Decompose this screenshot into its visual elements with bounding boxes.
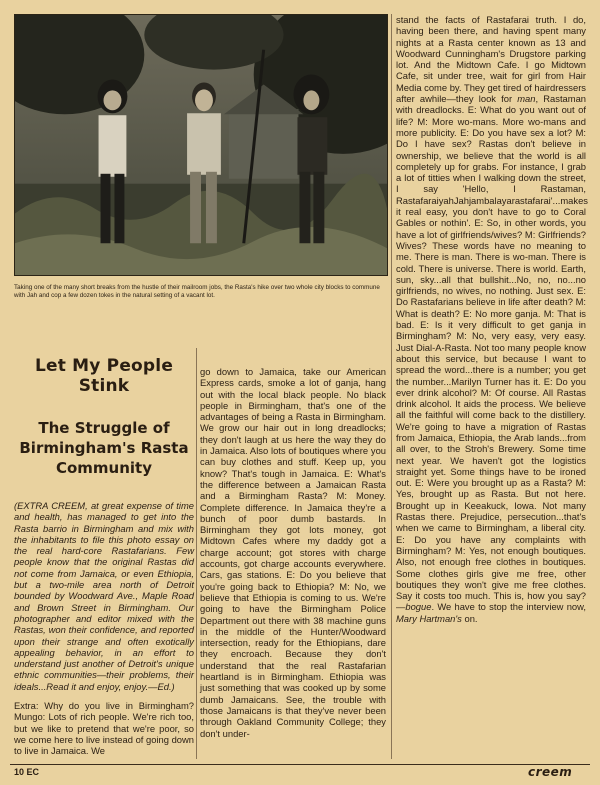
emphasis-text: Mary Hartman's (396, 612, 462, 624)
editor-intro: (EXTRA CREEM, at great expense of time and health, has managed to get into the Rasta barrio in Birmingham and mix with the inhabitants to file this photo essay on the real hard-core Rastafarians. Few people know that the original Rastas did not come from Jamaica, or even Ethiopia, but a two-mile area north of Detroit bounded by Woodward Ave., Maple Road and Brown Street in Birmingham. Our photographer and editor mixed with the Rastas, won their confidence, and reported upon their strange and often exotically appealing behavior, in an effort to understand just another of Detroit's unique ethnic communities—their problems, their ideals...Read it and enjoy, enjoy.—Ed.) (14, 500, 194, 692)
column-divider (196, 348, 197, 759)
article-column-1 (14, 500, 194, 757)
text-segment: stand the facts of Rastafarai truth. I do, having been there, and having spent many nights at a Rasta center known as 13 and Woodward Cunningham's Drugstore parking lot. And the Midtown Cafe. I go Midtown Cafe, sit under tree, wait for girl from Hair Media come by. They get tired of hairdressers after awhile—they look for (396, 14, 586, 105)
interview-text-start: Extra: Why do you live in Birmingham? Mungo: Lots of rich people. We're rich too, but we like to pretend that we're poor, so we come here to live instead of going down to live in Jamaica. We (14, 700, 194, 757)
creem-logo: creem (528, 765, 573, 779)
page-number: 10 EC (14, 767, 40, 777)
interview-text: go down to Jamaica, take our American Express cards, smoke a lot of ganja, hang out with the local black people. No black people in Birmingham, that's one of the advantages of being a Rasta in Birmingham. We grow our hair out in long dreadlocks; they don't laugh at us here the way they do in Jamaica. Also lots of boutiques where you can buy clothes and stuff. Keep up, you know? That's tough in Jamaica. E: What's the difference between a Jamaican Rasta and a Birmingham Rasta? M: Money. Complete difference. In Jamaica they're a bunch of poor dumb bastards. In Birmingham they got lots money, got Midtown Cafes where my daddy got a charge account; got stores with charge accounts, got charge accounts everywhere. Cars, gas stations. E: Do you believe that you're going back to Ethiopia? M: No, we believe that Ethiopia is coming to us. We're going to have the Birmingham Police Department out there with 38 machine guns in the middle of the Hunter/Woodward intersection, ready for the Ethiopians, dare they encroach. Because they don't understand that the real Rastafarian heartland is in Birmingham. Ethiopia was just something that was cooked up by some dumb Jamaicans. See, the trouble with those Jamaicans is that they've never been through Oakland Community College; they don't under- (200, 366, 386, 739)
text-segment: . We have to stop the interview now, (431, 601, 586, 613)
article-column-3 (396, 14, 586, 624)
interview-text-end (396, 14, 586, 624)
text-segment: , Rastaman with dreadlocks. E: What do you want out of life? M: More wo-mans. More wo-mans and more publicity. E: Do you have sex a lot? M: Do I have sex? Rastas don't believe in ownership, we believe that the world is all completely up for grabs. For instance, I grab a lot of titties when I walking down the street, I say 'Hello, I Rastaman, RastafaraiyahJahjambalayarastafarai'...makes it real easy, you don't have to go to Coral Gables or nothin'. E: So, in other words, you have a lot of girlfriends/wives? M: Girlfriends? Wives? These words have no meaning to me. There is man. There is wo-man. There is cold. There is universe. There is world. Earth, sun, sky...all that bullshit...No, no, no...no girlfriends, no wives, no nothing. Just sex. E: Do Rastafarians believe in life after death? M: What is death? E: No more ganja. M: That is bad. E: Is it very difficult to get ganja in Birmingham? M: No, very easy, very easy. Just Dial-A-Rasta. Not too many people know about this service, but because I want to spread the word...there is a number; you get the number...Marilyn Turner has it. E: Do you ever drink alcohol? M: Of course. All Rastas drink alcohol. It aids the process. We believe all the faithful will come back to the distillery. We're going to have a migration of Rastas from Jamaica, Ethiopia, the Arab lands...from all over, to the Stroh's Brewery. Some time next year. We haven't got the logistics straight yet. Some things have to be ironed out. E: Were you brought up as a Rasta? M: Yes, brought up as Rasta. But not here. Brought up in Keeakuck, Iowa. Not many Rastas there. Prejudice, persecution...that's when we came to Birmingham, a liberal city. E: Do you have any complaints with Birmingham? M: Yes, not enough boutiques. Also, not enough free clothes in boutiques. Some clothes girls give me free, other boutiques they won't give me free clothes. Say it costs too much. This is, how you say?— (396, 93, 588, 613)
emphasis-text: bogue (405, 601, 432, 613)
article-column-2 (200, 366, 386, 739)
text-segment: on. (461, 612, 478, 624)
headline-title: Let My People Stink (34, 356, 174, 396)
photo-illustration (15, 15, 387, 275)
footer-rule (10, 764, 590, 765)
headline-block (14, 356, 194, 478)
headline-subtitle: The Struggle of Birmingham's Rasta Community (19, 419, 189, 477)
column-divider (391, 14, 392, 759)
emphasis-text: man (517, 93, 536, 105)
photo-caption: Taking one of the many short breaks from the hustle of their mailroom jobs, the Rasta's hike over two whole city blocks to commune with Jah and cop a few dozen tokes in the natural setting of a vacant lot. (14, 284, 380, 300)
article-photo (14, 14, 388, 276)
